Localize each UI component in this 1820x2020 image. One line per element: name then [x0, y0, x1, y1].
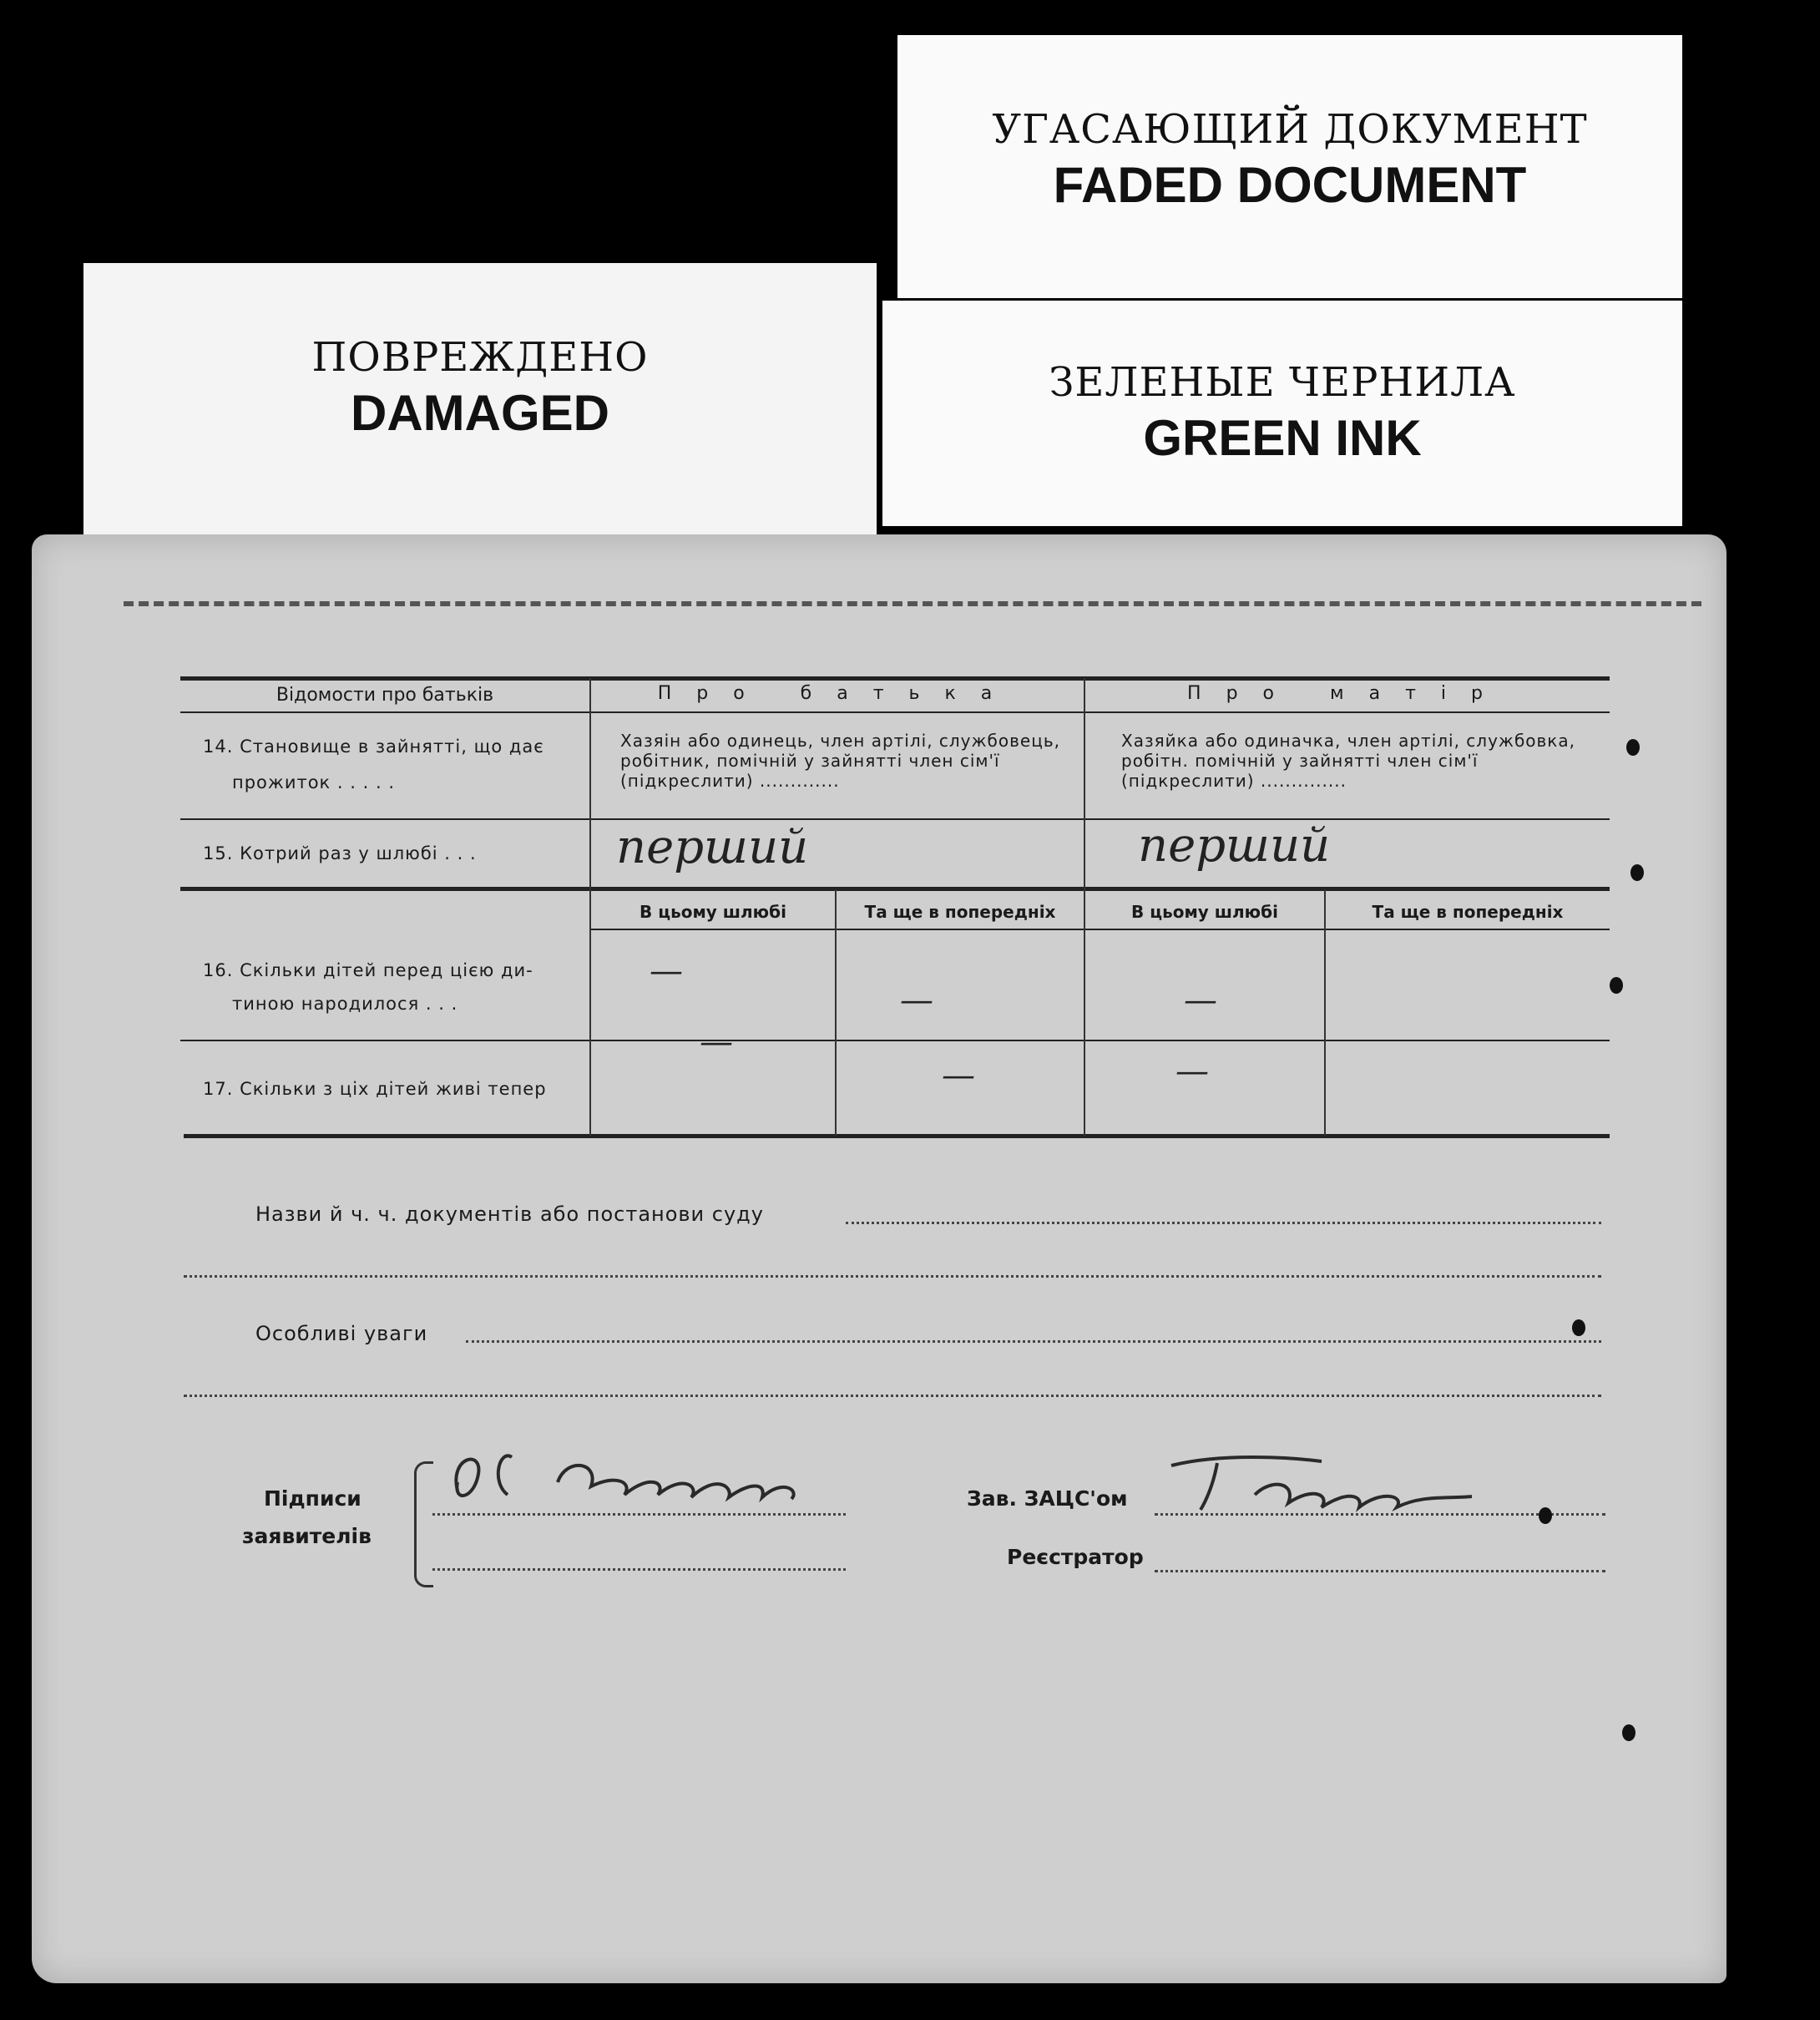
documents-field[interactable] [846, 1222, 1601, 1224]
row17-value-m-this: — [1175, 1052, 1209, 1091]
registrar-field[interactable] [1155, 1570, 1605, 1572]
col-divider-f [835, 889, 837, 1136]
row15-rule [180, 887, 1610, 891]
row14-label-2: прожиток . . . . . [232, 772, 395, 792]
table-bottom-rule [184, 1134, 1610, 1138]
signatures-label-2: заявителів [242, 1524, 372, 1548]
subheader-father-this: В цьому шлюбі [640, 902, 786, 922]
col-divider-m [1324, 889, 1326, 1136]
header-label: Відомости про батьків [276, 685, 494, 706]
punch-hole [1626, 739, 1640, 756]
documents-field-2[interactable] [184, 1275, 1601, 1278]
notes-label: Особливі уваги [255, 1322, 428, 1345]
punch-hole [1539, 1507, 1552, 1524]
green-ink-label-ru: ЗЕЛЕНЫЕ ЧЕРНИЛА [1049, 359, 1516, 406]
documents-label: Назви й ч. ч. документів або постанови суду [255, 1202, 764, 1226]
damaged-label-ru: ПОВРЕЖДЕНО [311, 334, 649, 381]
row14-mother-text: Хазяйка або одиначка, член артілі, службовка, робітн. помічній у зайнятті член сім'ї (підкреслити) .............. [1121, 731, 1575, 791]
faded-document-card [897, 35, 1682, 298]
head-zags-label: Зав. ЗАЦС'ом [967, 1486, 1128, 1511]
notes-field[interactable] [466, 1340, 1601, 1343]
header-rule [180, 711, 1610, 713]
form-sheet [32, 534, 1726, 1983]
applicant-signature-image [432, 1424, 883, 1516]
punch-hole [1622, 1724, 1635, 1741]
perforation-line [124, 601, 1701, 606]
header-father: Про батька [657, 683, 1018, 704]
row15-father-value: перший [616, 820, 809, 874]
subheader-mother-prev: Та ще в попередніх [1372, 902, 1564, 922]
faded-label-en: FADED DOCUMENT [1053, 157, 1527, 213]
table-top-rule [180, 676, 1610, 681]
damaged-label-en: DAMAGED [351, 385, 609, 441]
row16-label-2: тиною народилося . . . [232, 994, 458, 1014]
head-signature-image [1155, 1436, 1505, 1520]
row16-value-f-this: — [650, 952, 683, 990]
registrar-label: Реєстратор [1007, 1545, 1144, 1569]
green-ink-card [882, 301, 1682, 526]
subheader-mother-this: В цьому шлюбі [1131, 902, 1278, 922]
row17-label: 17. Скільки з ціх дітей живі тепер [203, 1079, 547, 1099]
subheader-rule [591, 929, 1610, 930]
row14-father-text: Хазяін або одинець, член артілі, службовець, робітник, помічній у зайнятті член сім'ї (підкреслити) ............. [620, 731, 1060, 791]
row14-label-1: 14. Становище в зайнятті, що дає [203, 737, 544, 757]
signature-bracket [414, 1461, 433, 1587]
faded-label-ru: УГАСАЮЩИЙ ДОКУМЕНТ [992, 106, 1588, 153]
row16-value-m-this: — [1184, 981, 1217, 1020]
signature-field-2[interactable] [432, 1568, 846, 1571]
subheader-father-prev: Та ще в попередніх [864, 902, 1056, 922]
notes-field-2[interactable] [184, 1395, 1601, 1397]
header-mother: Про матір [1187, 683, 1508, 704]
row17-value-f-this: — [700, 1023, 733, 1061]
row16-label-1: 16. Скільки дітей перед цією ди- [203, 960, 533, 980]
row16-rule [180, 1040, 1610, 1041]
row15-mother-value: перший [1138, 818, 1331, 873]
green-ink-label-en: GREEN INK [1143, 410, 1422, 466]
damaged-label-card [83, 263, 877, 539]
row16-value-f-prev: — [900, 981, 933, 1020]
row15-label: 15. Котрий раз у шлюбі . . . [203, 843, 477, 863]
row17-value-f-prev: — [942, 1056, 975, 1095]
punch-hole [1572, 1319, 1585, 1336]
punch-hole [1610, 977, 1623, 994]
punch-hole [1630, 864, 1644, 881]
signatures-label-1: Підписи [264, 1486, 361, 1511]
row14-rule [180, 818, 1610, 820]
